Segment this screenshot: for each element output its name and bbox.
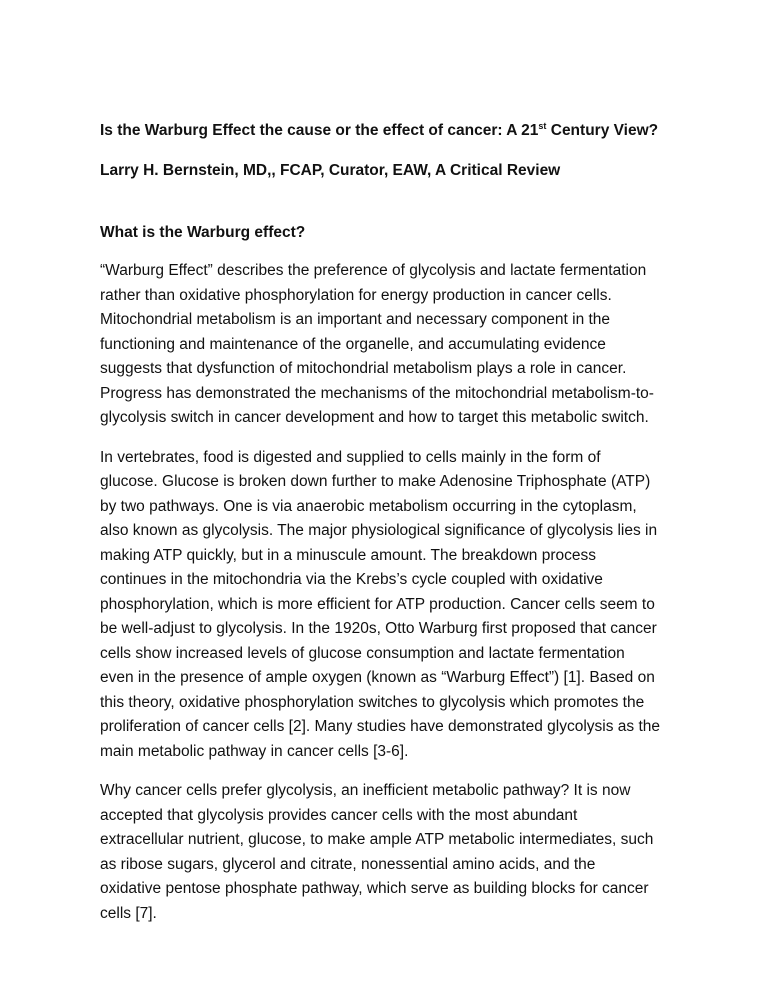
document-title — [100, 120, 668, 142]
document-title-text: Is the Warburg Effect the cause or the effect of cancer: A 21 — [100, 122, 539, 139]
document-title-superscript: st — [538, 120, 547, 131]
document-author-line: Larry H. Bernstein, MD,, FCAP, Curator, EAW, A Critical Review — [100, 162, 561, 179]
body-paragraph-1: “Warburg Effect” describes the preference of glycolysis and lactate fermentation rather than oxidative phosphorylation for energy production in cancer cells. Mitochondrial metabolism is an important and necessary component in the functioning and maintenance of the organelle, and accumulating evidence suggests that dysfunction of mitochondrial metabolism plays a role in cancer. Progress has demonstrated the mechanisms of the mitochondrial metabolism-to-glycolysis switch in cancer development and how to target this metabolic switch. — [100, 262, 654, 426]
body-paragraph-2: In vertebrates, food is digested and supplied to cells mainly in the form of glucose. Glucose is broken down further to make Adenosine Triphosphate (ATP) by two pathways. One is via anaerobic metabolism occurring in the cytoplasm, also known as glycolysis. The major physiological significance of glycolysis lies in making ATP quickly, but in a minuscule amount. The breakdown process continues in the mitochondria via the Krebs’s cycle coupled with oxidative phosphorylation, which is more efficient for ATP production. Cancer cells seem to be well-adjust to glycolysis. In the 1920s, Otto Warburg first proposed that cancer cells show increased levels of glucose consumption and lactate fermentation even in the presence of ample oxygen (known as “Warburg Effect”) [1]. Based on this theory, oxidative phosphorylation switches to glycolysis which promotes the proliferation of cancer cells [2]. Many studies have demonstrated glycolysis as the main metabolic pathway in cancer cells [3-6]. — [100, 448, 660, 760]
section-heading: What is the Warburg effect? — [100, 224, 306, 241]
body-paragraph-3: Why cancer cells prefer glycolysis, an inefficient metabolic pathway? It is now accepted that glycolysis provides cancer cells with the most abundant extracellular nutrient, glucose, to make ample ATP metabolic intermediates, such as ribose sugars, glycerol and citrate, nonessential amino acids, and the oxidative pentose phosphate pathway, which serve as building blocks for cancer cells [7]. — [100, 782, 654, 922]
document-title-text-end: Century View? — [546, 122, 659, 139]
